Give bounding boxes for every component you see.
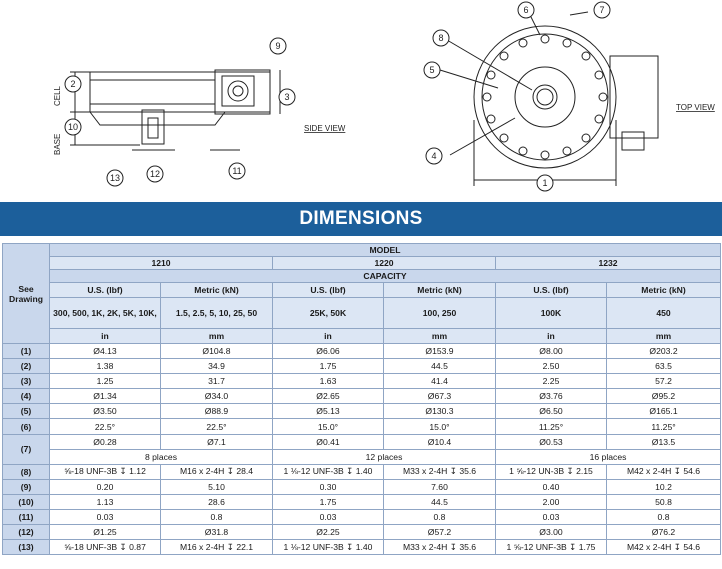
- table-cell: Ø153.9: [384, 344, 496, 359]
- capacity-value: 1.5, 2.5, 5, 10, 25, 50: [161, 298, 273, 329]
- table-cell: 0.8: [161, 510, 273, 525]
- row-id: (5): [3, 404, 50, 419]
- row-id: (7): [3, 434, 50, 464]
- top-view-label: TOP VIEW: [676, 103, 715, 112]
- table-body-row7: [3, 434, 721, 464]
- callout-5: 5: [429, 65, 435, 75]
- row-id: (12): [3, 525, 50, 540]
- table-row: [3, 464, 721, 479]
- table-cell: Ø165.1: [607, 404, 721, 419]
- unit-header: U.S. (lbf): [273, 283, 384, 298]
- table-cell: M42 x 2-4H ↧ 54.6: [607, 540, 721, 555]
- cell-label: CELL: [53, 85, 62, 106]
- unit-label: mm: [607, 329, 721, 344]
- places-note: 12 places: [273, 449, 496, 464]
- table-cell: Ø57.2: [384, 525, 496, 540]
- row-id: (1): [3, 344, 50, 359]
- dimensions-banner: DIMENSIONS: [0, 202, 722, 236]
- unit-header: U.S. (lbf): [50, 283, 161, 298]
- table-row: [3, 404, 721, 419]
- table-cell: Ø104.8: [161, 344, 273, 359]
- dimensions-table: [2, 243, 721, 555]
- top-view-drawing: [440, 12, 658, 186]
- table-cell: Ø3.00: [496, 525, 607, 540]
- table-cell: 0.30: [273, 479, 384, 494]
- table-cell: 44.5: [384, 359, 496, 374]
- table-cell: 1.13: [50, 494, 161, 509]
- callout-10: 10: [67, 122, 79, 132]
- table-cell: Ø76.2: [607, 525, 721, 540]
- table-cell: Ø95.2: [607, 389, 721, 404]
- table-cell: 31.7: [161, 374, 273, 389]
- table-cell: Ø8.00: [496, 344, 607, 359]
- table-row: [3, 359, 721, 374]
- table-cell: 0.03: [496, 510, 607, 525]
- places-note: 16 places: [496, 449, 721, 464]
- unit-header: Metric (kN): [384, 283, 496, 298]
- callout-9: 9: [275, 41, 281, 51]
- table-cell: 1 ⅝-12 UNF-3B ↧ 1.75: [496, 540, 607, 555]
- callout-13: 13: [109, 173, 121, 183]
- table-cell: 10.2: [607, 479, 721, 494]
- table-body-top: [3, 344, 721, 435]
- table-cell: Ø1.34: [50, 389, 161, 404]
- table-cell: Ø4.13: [50, 344, 161, 359]
- table-cell: 0.40: [496, 479, 607, 494]
- table-cell: Ø5.13: [273, 404, 384, 419]
- table-cell: Ø10.4: [384, 434, 496, 449]
- table-cell: 1.75: [273, 359, 384, 374]
- table-cell: 1.38: [50, 359, 161, 374]
- table-row: [3, 540, 721, 555]
- table-cell: Ø34.0: [161, 389, 273, 404]
- capacity-value: 300, 500, 1K, 2K, 5K, 10K,: [50, 298, 161, 329]
- table-row: [3, 374, 721, 389]
- table-cell: Ø0.41: [273, 434, 384, 449]
- unit-label: in: [50, 329, 161, 344]
- table-cell: 50.8: [607, 494, 721, 509]
- table-cell: Ø203.2: [607, 344, 721, 359]
- table-cell: Ø31.8: [161, 525, 273, 540]
- unit-header: Metric (kN): [161, 283, 273, 298]
- table-cell: 2.25: [496, 374, 607, 389]
- callout-6: 6: [523, 5, 529, 15]
- table-cell: Ø88.9: [161, 404, 273, 419]
- row-id: (10): [3, 494, 50, 509]
- table-cell: 1 ⅛-12 UNF-3B ↧ 1.40: [273, 464, 384, 479]
- unit-label: mm: [161, 329, 273, 344]
- table-cell: 1.25: [50, 374, 161, 389]
- table-cell: Ø7.1: [161, 434, 273, 449]
- table-cell: 15.0°: [384, 419, 496, 434]
- table-cell: Ø3.50: [50, 404, 161, 419]
- unit-label: in: [273, 329, 384, 344]
- table-cell: Ø0.53: [496, 434, 607, 449]
- capacity-value: 100K: [496, 298, 607, 329]
- model-1220: 1220: [273, 257, 496, 270]
- places-note: 8 places: [50, 449, 273, 464]
- table-cell: M33 x 2-4H ↧ 35.6: [384, 464, 496, 479]
- table-body-bottom: [3, 464, 721, 555]
- table-cell: 44.5: [384, 494, 496, 509]
- row-id: (13): [3, 540, 50, 555]
- table-row: [3, 510, 721, 525]
- callout-8: 8: [438, 33, 444, 43]
- table-cell: 0.03: [273, 510, 384, 525]
- model-header: MODEL: [50, 244, 721, 257]
- table-cell: 0.8: [384, 510, 496, 525]
- table-cell: 11.25°: [496, 419, 607, 434]
- table-cell: 0.03: [50, 510, 161, 525]
- table-row: [3, 344, 721, 359]
- table-cell: Ø6.06: [273, 344, 384, 359]
- table-cell: 7.60: [384, 479, 496, 494]
- table-cell: Ø13.5: [607, 434, 721, 449]
- capacity-value: 100, 250: [384, 298, 496, 329]
- row-id: (8): [3, 464, 50, 479]
- table-cell: 57.2: [607, 374, 721, 389]
- table-cell: 15.0°: [273, 419, 384, 434]
- row-id: (3): [3, 374, 50, 389]
- row-id: (11): [3, 510, 50, 525]
- callout-3: 3: [284, 92, 290, 102]
- unit-header: U.S. (lbf): [496, 283, 607, 298]
- table-cell: M33 x 2-4H ↧ 35.6: [384, 540, 496, 555]
- callout-1: 1: [542, 178, 548, 188]
- table-cell: M16 x 2-4H ↧ 28.4: [161, 464, 273, 479]
- table-cell: 41.4: [384, 374, 496, 389]
- table-cell: 5.10: [161, 479, 273, 494]
- table-cell: Ø2.65: [273, 389, 384, 404]
- table-cell: M42 x 2-4H ↧ 54.6: [607, 464, 721, 479]
- table-row: [3, 479, 721, 494]
- table-cell: Ø0.28: [50, 434, 161, 449]
- unit-header: Metric (kN): [607, 283, 721, 298]
- table-cell: 2.00: [496, 494, 607, 509]
- unit-label: mm: [384, 329, 496, 344]
- callout-4: 4: [431, 151, 437, 161]
- see-drawing-header: See Drawing: [3, 244, 50, 344]
- table-cell: ⅝-18 UNF-3B ↧ 1.12: [50, 464, 161, 479]
- table-cell: Ø1.25: [50, 525, 161, 540]
- capacity-header: CAPACITY: [50, 270, 721, 283]
- table-cell: Ø6.50: [496, 404, 607, 419]
- table-cell: 0.8: [607, 510, 721, 525]
- table-row: [3, 525, 721, 540]
- table-cell: 2.50: [496, 359, 607, 374]
- table-cell: 22.5°: [50, 419, 161, 434]
- table-cell: M16 x 2-4H ↧ 22.1: [161, 540, 273, 555]
- table-cell: 1.63: [273, 374, 384, 389]
- model-1232: 1232: [496, 257, 721, 270]
- table-cell: 34.9: [161, 359, 273, 374]
- table-cell: Ø2.25: [273, 525, 384, 540]
- callout-7: 7: [599, 5, 605, 15]
- table-cell: ⅝-18 UNF-3B ↧ 0.87: [50, 540, 161, 555]
- table-cell: 1 ⅛-12 UNF-3B ↧ 1.40: [273, 540, 384, 555]
- technical-drawing: [0, 0, 722, 200]
- dimensions-table-wrapper: [2, 243, 720, 555]
- table-cell: 28.6: [161, 494, 273, 509]
- unit-label: in: [496, 329, 607, 344]
- callout-2: 2: [70, 79, 76, 89]
- table-cell: 11.25°: [607, 419, 721, 434]
- side-view-label: SIDE VIEW: [304, 124, 346, 133]
- table-row: [3, 419, 721, 434]
- table-cell: Ø67.3: [384, 389, 496, 404]
- capacity-value: 450: [607, 298, 721, 329]
- row-id: (9): [3, 479, 50, 494]
- base-label: BASE: [53, 133, 62, 155]
- table-row: [3, 494, 721, 509]
- table-row: [3, 389, 721, 404]
- table-cell: 1 ⅝-12 UN-3B ↧ 2.15: [496, 464, 607, 479]
- row-id: (6): [3, 419, 50, 434]
- callout-12: 12: [149, 169, 161, 179]
- table-cell: 1.75: [273, 494, 384, 509]
- table-cell: Ø130.3: [384, 404, 496, 419]
- model-1210: 1210: [50, 257, 273, 270]
- row-id: (2): [3, 359, 50, 374]
- callout-11: 11: [232, 166, 242, 176]
- row-id: (4): [3, 389, 50, 404]
- table-cell: 63.5: [607, 359, 721, 374]
- table-cell: 22.5°: [161, 419, 273, 434]
- table-cell: 0.20: [50, 479, 161, 494]
- side-view-drawing: [67, 70, 280, 150]
- table-cell: Ø3.76: [496, 389, 607, 404]
- capacity-value: 25K, 50K: [273, 298, 384, 329]
